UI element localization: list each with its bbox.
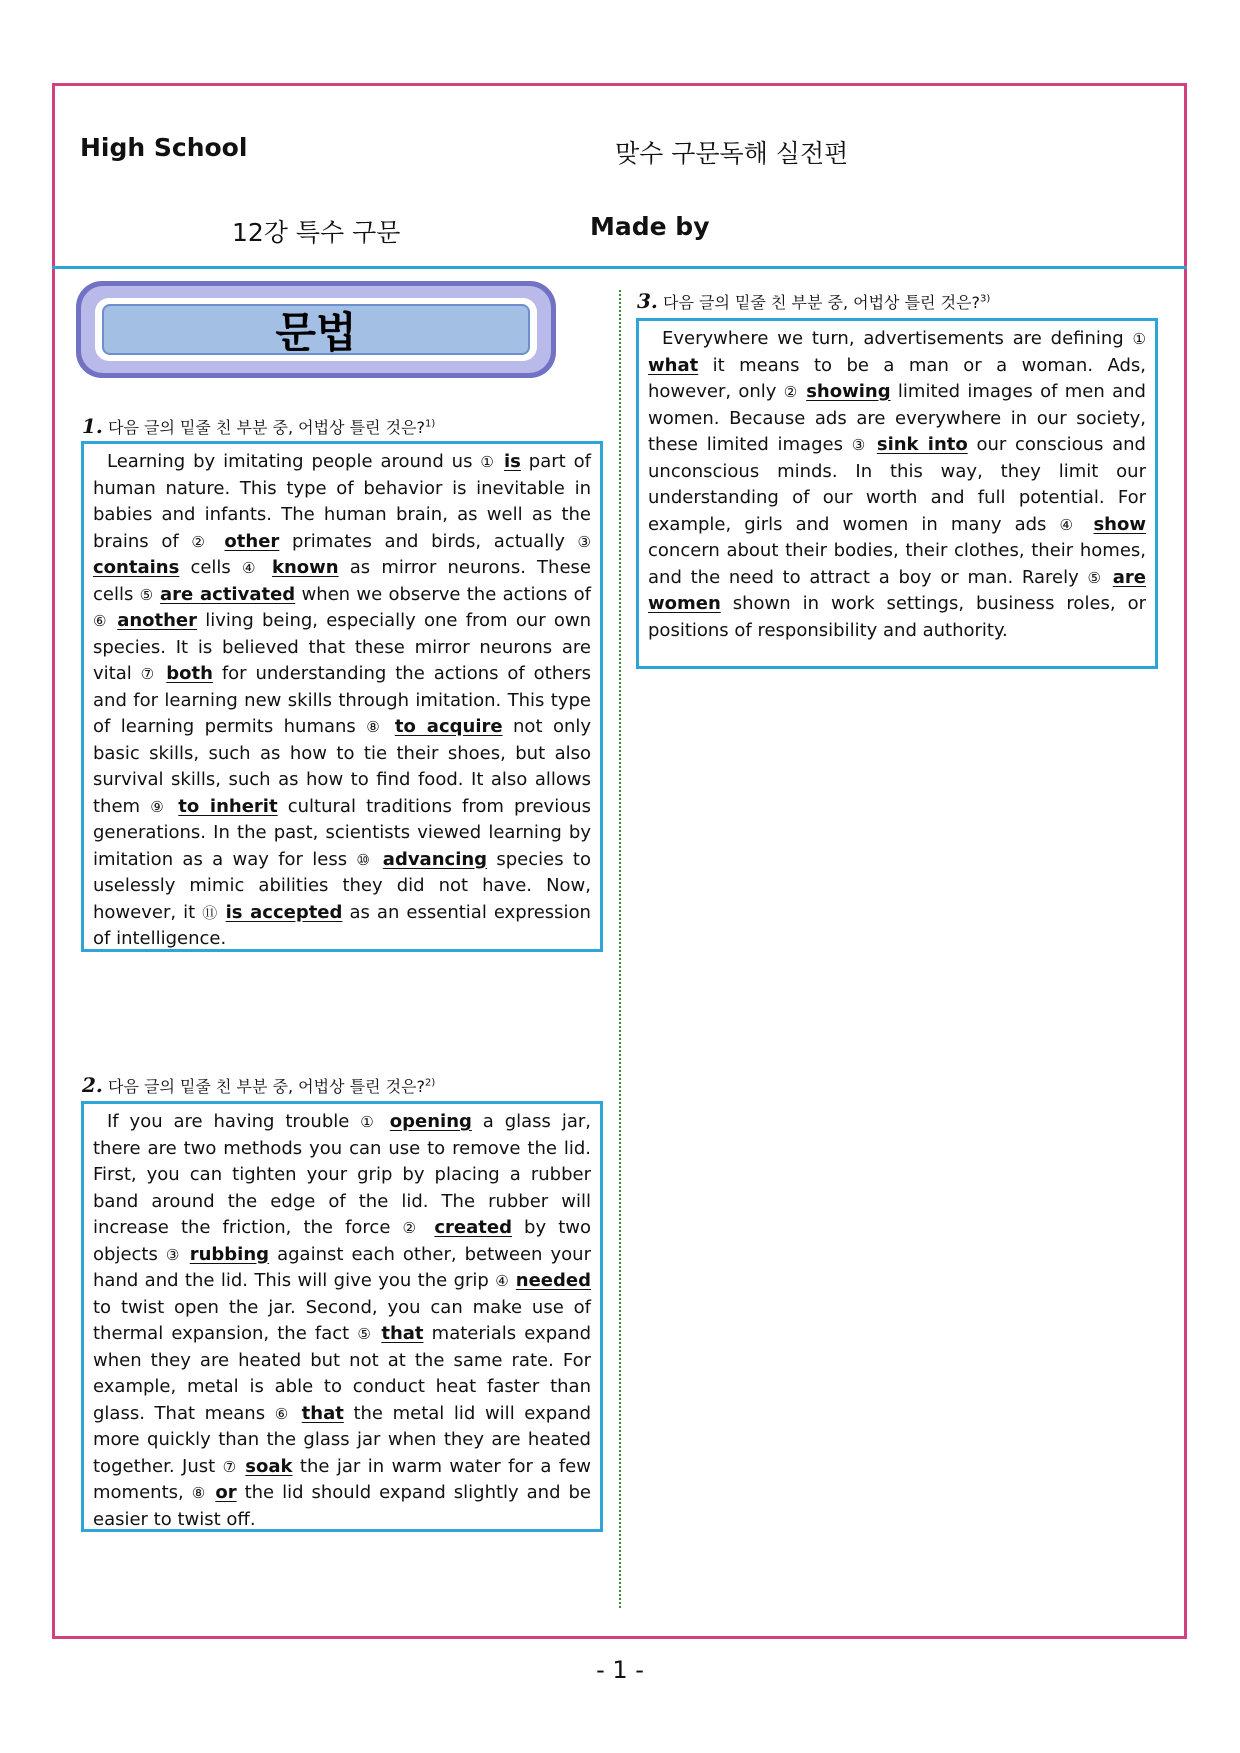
passage-text [109,610,117,631]
question-1-passage [81,441,603,952]
series-title: 맞수 구문독해 실전편 [615,139,849,168]
made-by-label: Made by [590,212,710,241]
passage-text [292,1403,302,1424]
footnote-marker: 2) [425,1077,436,1089]
question-prompt: 다음 글의 밑줄 친 부분 중, 어법상 틀린 것은? [107,1077,426,1096]
choice-number: ⑤ [139,585,154,604]
passage-text: when we observe the actions of [295,583,591,605]
underlined-choice: needed [515,1270,591,1291]
passage-text [182,1244,190,1265]
passage-text: concern about their bodies, their clothes, their homes, and the need to attract a boy or man. Rarely [648,540,1146,588]
passage-text [868,434,877,455]
underlined-choice: both [166,663,213,684]
choice-number: ⑧ [366,718,385,736]
choice-number: ④ [1059,515,1081,534]
passage-text [384,716,394,737]
passage-text [157,663,166,684]
question-number: 1. [82,414,103,438]
choice-number: ⑪ [202,903,219,922]
passage-text: against each other, between your hand and the lid. This will give you the grip [93,1243,591,1291]
passage-text [219,902,226,923]
choice-number: ② [191,532,212,551]
column-divider [619,290,621,1608]
choice-number: ④ [495,1272,510,1290]
passage-text: limited images of men and women. Because ads are everywhere in our society, these limited images [648,381,1146,455]
passage-text [496,451,504,472]
choice-number: ⑩ [356,850,374,869]
passage-text: living being, especially one from our own species. It is believed that these mirror neurons are vital [93,610,591,684]
underlined-choice: is accepted [225,901,343,923]
underlined-choice: soak [245,1455,293,1477]
passage-text: If you are having trouble [107,1111,361,1132]
passage-text: the jar in warm water for a few moments, [93,1455,591,1503]
passage-text [1104,567,1113,588]
passage-text: it means to be a man or a woman. Ads, however, only [648,354,1146,402]
underlined-choice: that [381,1323,424,1344]
passage-text: our conscious and unconscious minds. In this way, they limit our understanding of our worth and full potential. For example, girls and women in many ads [648,434,1146,535]
underlined-choice: opening [389,1111,472,1132]
choice-number: ⑨ [150,797,169,816]
question-3-passage [636,318,1158,669]
question-number: 2. [82,1073,103,1097]
passage-text [261,557,272,578]
passage-text: materials expand when they are heated but not at the same rate. For example, metal is able to conduct heat faster than glass. That means [93,1323,591,1424]
passage-text: the metal lid will expand more quickly than the glass jar when they are heated together. Just [93,1402,592,1477]
choice-number: ⑤ [357,1325,374,1343]
passage-text: Everywhere we turn, advertisements are defining [662,328,1133,349]
choice-number: ⑥ [274,1404,293,1423]
choice-number: ③ [577,532,591,551]
choice-number: ② [783,383,799,401]
underlined-choice: what [648,354,699,376]
passage-text: part of human nature. This type of behavior is inevitable in babies and infants. The human brain, as well as the brains of [93,451,591,552]
passage-text [379,1111,390,1132]
page-number: - 1 - [596,1656,644,1684]
footnote-marker: 3) [980,293,991,305]
section-badge [76,281,556,378]
passage-text [373,849,382,870]
passage-text: the lid should expand slightly and be easier to twist off. [93,1482,591,1530]
underlined-choice: sink into [876,434,968,455]
school-level-label: High School [80,133,248,162]
underlined-choice: created [434,1217,512,1238]
passage-text [168,796,178,817]
section-badge-label: 문법 [275,307,357,357]
choice-number: ① [1132,330,1146,348]
underlined-choice: known [272,557,339,578]
passage-text: as mirror neurons. These cells [93,557,591,605]
passage-text [1080,514,1093,535]
header-divider [52,266,1187,269]
underlined-choice: to acquire [394,716,503,737]
passage-text: cells [179,557,242,578]
choice-number: ⑥ [93,612,109,630]
passage-text: cultural traditions from previous generations. In the past, scientists viewed learning by imitation as a way for less [93,795,591,870]
choice-number: ⑦ [222,1457,238,1476]
underlined-choice: are activated [159,583,296,605]
question-prompt: 다음 글의 밑줄 친 부분 중, 어법상 틀린 것은? [662,293,981,312]
passage-text: not only basic skills, such as how to tie their shoes, but also survival skills, such as how to find food. It also allows them [93,716,592,817]
choice-number: ① [360,1113,379,1131]
underlined-choice: show [1093,513,1146,535]
choice-number: ⑧ [191,1484,208,1502]
choice-number: ③ [165,1245,182,1264]
question-prompt: 다음 글의 밑줄 친 부분 중, 어법상 틀린 것은? [107,418,426,437]
passage-text [212,531,225,552]
lesson-title: 12강 특수 구문 [232,218,401,247]
underlined-choice: or [215,1482,237,1503]
choice-number: ⑤ [1087,568,1105,587]
choice-number: ⑦ [140,665,158,683]
question-2-passage [81,1101,603,1532]
question-3-heading [637,289,990,313]
question-number: 3. [637,289,658,313]
underlined-choice: are women [648,566,1146,614]
passage-text: species to uselessly mimic abilities they did not have. Now, however, it [93,848,591,923]
passage-text [422,1217,434,1238]
passage-text: as an essential expression of intelligence. [93,901,591,949]
passage-text: a glass jar, there are two methods you can use to remove the lid. First, you can tighten your grip by placing a rubber band around the edge of the lid. The rubber will increase the friction, the force [93,1111,591,1238]
underlined-choice: to inherit [178,795,278,817]
choice-number: ② [402,1219,423,1237]
footnote-marker: 1) [425,418,436,430]
choice-number: ③ [851,436,869,454]
underlined-choice: another [117,610,198,631]
underlined-choice: showing [806,381,891,402]
passage-text: for understanding the actions of others and for learning new skills through imitation. This type of learning permits humans [93,663,591,737]
choice-number: ④ [241,559,261,577]
passage-text: shown in work settings, business roles, or positions of responsibility and authority. [648,593,1146,641]
question-1-heading [82,414,435,438]
choice-number: ① [480,453,497,471]
passage-text: primates and birds, actually [279,530,578,552]
underlined-choice: advancing [382,848,488,870]
passage-text: to twist open the jar. Second, you can make use of thermal expansion, the fact [93,1296,591,1344]
underlined-choice: rubbing [189,1243,270,1265]
underlined-choice: is [503,451,521,472]
question-2-heading [82,1073,435,1097]
passage-text: Learning by imitating people around us [107,451,481,472]
underlined-choice: that [301,1402,344,1424]
passage-text: by two objects [93,1217,591,1265]
underlined-choice: contains [93,557,180,578]
underlined-choice: other [224,530,280,552]
